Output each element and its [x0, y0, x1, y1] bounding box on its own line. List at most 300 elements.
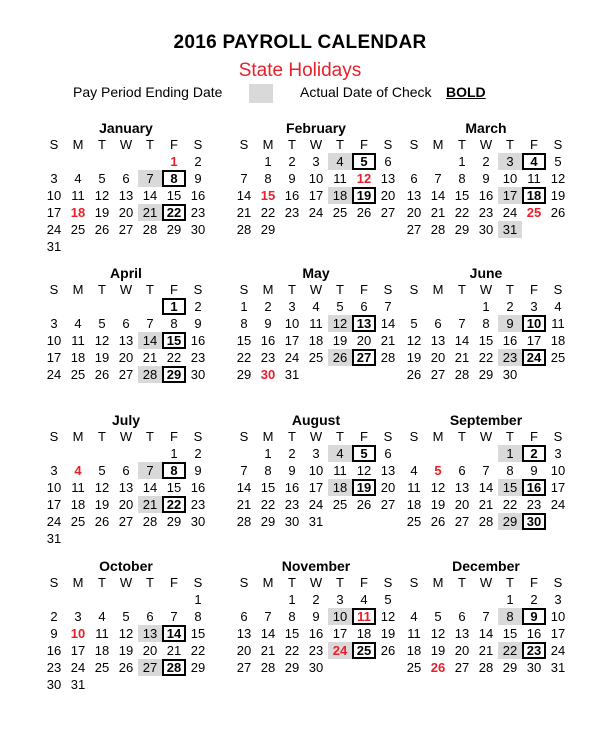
day-cell: 31 [308, 514, 324, 529]
day-cell: 28 [142, 514, 158, 529]
day-cell: 8 [506, 463, 514, 478]
day-cell: 30 [284, 514, 300, 529]
day-cell: 3 [74, 609, 82, 624]
day-cell: 23 [190, 350, 206, 365]
day-cell: 7 [146, 316, 154, 331]
day-cell: 25 [308, 350, 324, 365]
day-cell: 24 [502, 205, 518, 220]
day-cell: 11 [527, 171, 541, 186]
day-cell: 5 [98, 171, 106, 186]
day-cell: 6 [384, 446, 392, 461]
day-cell: 10 [284, 316, 300, 331]
day-cell: 5 [98, 316, 106, 331]
check-date-day: 8 [162, 170, 186, 187]
pay-period-end-day: 4 [328, 445, 352, 462]
weekday-header: T [458, 282, 466, 297]
day-cell: 17 [550, 480, 566, 495]
check-date-day: 9 [522, 608, 546, 625]
day-cell: 4 [74, 171, 82, 186]
day-cell: 18 [70, 497, 86, 512]
day-cell: 1 [264, 154, 272, 169]
day-cell: 9 [288, 171, 296, 186]
weekday-header: M [432, 575, 444, 590]
weekday-header: M [262, 282, 274, 297]
weekday-header: T [288, 575, 296, 590]
day-cell: 19 [430, 643, 446, 658]
pay-period-end-day: 4 [328, 153, 352, 170]
weekday-header: S [193, 282, 203, 297]
day-cell: 3 [554, 446, 562, 461]
day-cell: 18 [70, 350, 86, 365]
day-cell: 4 [98, 609, 106, 624]
check-date-day: 23 [522, 642, 546, 659]
day-cell: 12 [94, 333, 110, 348]
day-cell: 29 [260, 514, 276, 529]
day-cell: 31 [70, 677, 86, 692]
day-cell: 10 [308, 463, 324, 478]
day-cell: 29 [284, 660, 300, 675]
day-cell: 9 [312, 609, 320, 624]
day-cell: 28 [478, 660, 494, 675]
day-cell: 30 [502, 367, 518, 382]
day-cell: 7 [458, 316, 466, 331]
day-cell: 20 [454, 497, 470, 512]
weekday-header: S [193, 575, 203, 590]
day-cell: 17 [526, 333, 542, 348]
pay-period-swatch [249, 84, 273, 103]
weekday-header: T [506, 575, 514, 590]
day-cell: 18 [406, 497, 422, 512]
weekday-header: T [458, 137, 466, 152]
month-name: September [449, 412, 523, 428]
day-cell: 24 [284, 350, 300, 365]
day-cell: 20 [118, 205, 134, 220]
day-cell: 22 [454, 205, 470, 220]
day-cell: 3 [312, 446, 320, 461]
day-cell: 30 [46, 677, 62, 692]
day-cell: 18 [406, 643, 422, 658]
pay-period-end-day: 13 [138, 625, 162, 642]
day-cell: 23 [526, 497, 542, 512]
day-cell: 23 [284, 205, 300, 220]
day-cell: 24 [550, 643, 566, 658]
check-date-day: 24 [522, 349, 546, 366]
page-title: 2016 PAYROLL CALENDAR [173, 32, 427, 53]
day-cell: 23 [46, 660, 62, 675]
pay-period-end-day: 18 [328, 479, 352, 496]
day-cell: 16 [260, 333, 276, 348]
weekday-header: S [239, 575, 249, 590]
weekday-header: T [98, 429, 106, 444]
month-name: February [286, 120, 346, 136]
day-cell: 30 [190, 222, 206, 237]
holiday-day: 25 [526, 205, 542, 220]
day-cell: 29 [190, 660, 206, 675]
pay-period-end-day: 12 [328, 315, 352, 332]
day-cell: 6 [434, 316, 442, 331]
day-cell: 29 [260, 222, 276, 237]
weekday-header: W [119, 282, 133, 297]
check-date-day: 5 [352, 445, 376, 462]
day-cell: 25 [332, 497, 348, 512]
day-cell: 21 [380, 333, 396, 348]
day-cell: 7 [170, 609, 178, 624]
day-cell: 14 [260, 626, 276, 641]
day-cell: 13 [236, 626, 252, 641]
check-date-day: 13 [352, 315, 376, 332]
weekday-header: M [432, 429, 444, 444]
day-cell: 25 [550, 350, 566, 365]
day-cell: 18 [94, 643, 110, 658]
day-cell: 20 [406, 205, 422, 220]
day-cell: 5 [410, 316, 418, 331]
month-april [42, 265, 210, 382]
day-cell: 30 [308, 660, 324, 675]
day-cell: 9 [264, 316, 272, 331]
day-cell: 17 [46, 350, 62, 365]
day-cell: 11 [407, 626, 421, 641]
day-cell: 21 [478, 643, 494, 658]
pay-period-label: Pay Period Ending Date [73, 84, 223, 100]
check-date-day: 15 [162, 332, 186, 349]
day-cell: 16 [46, 643, 62, 658]
day-cell: 26 [380, 643, 396, 658]
day-cell: 19 [94, 497, 110, 512]
holiday-day: 18 [70, 205, 86, 220]
day-cell: 25 [70, 367, 86, 382]
day-cell: 26 [430, 514, 446, 529]
weekday-header: F [170, 429, 178, 444]
check-date-day: 30 [522, 513, 546, 530]
pay-period-end-day: 21 [138, 496, 162, 513]
weekday-header: T [506, 282, 514, 297]
day-cell: 27 [118, 514, 134, 529]
day-cell: 17 [70, 643, 86, 658]
weekday-header: T [506, 137, 514, 152]
day-cell: 9 [530, 463, 538, 478]
day-cell: 3 [530, 299, 538, 314]
day-cell: 15 [478, 333, 494, 348]
day-cell: 2 [194, 446, 202, 461]
day-cell: 30 [190, 514, 206, 529]
day-cell: 24 [308, 497, 324, 512]
weekday-header: S [239, 137, 249, 152]
pay-period-end-day: 27 [138, 659, 162, 676]
weekday-header: W [479, 282, 493, 297]
pay-period-end-day: 8 [498, 608, 522, 625]
day-cell: 19 [118, 643, 134, 658]
weekday-header: W [479, 575, 493, 590]
day-cell: 17 [284, 333, 300, 348]
day-cell: 6 [360, 299, 368, 314]
weekday-header: F [530, 137, 538, 152]
day-cell: 17 [308, 188, 324, 203]
day-cell: 24 [70, 660, 86, 675]
pay-period-end-day: 7 [138, 462, 162, 479]
day-cell: 26 [356, 497, 372, 512]
day-cell: 27 [406, 222, 422, 237]
pay-period-end-day: 17 [498, 187, 522, 204]
day-cell: 3 [312, 154, 320, 169]
check-date-day: 22 [162, 496, 186, 513]
check-date-day: 27 [352, 349, 376, 366]
day-cell: 7 [384, 299, 392, 314]
day-cell: 1 [194, 592, 202, 607]
weekday-header: M [262, 575, 274, 590]
day-cell: 5 [98, 463, 106, 478]
day-cell: 11 [71, 188, 85, 203]
day-cell: 26 [94, 222, 110, 237]
day-cell: 7 [264, 609, 272, 624]
day-cell: 2 [288, 446, 296, 461]
pay-period-end-day: 9 [498, 315, 522, 332]
pay-period-end-day: 10 [328, 608, 352, 625]
day-cell: 31 [46, 239, 62, 254]
pay-period-end-day: 15 [498, 479, 522, 496]
day-cell: 26 [118, 660, 134, 675]
weekday-header: T [288, 282, 296, 297]
day-cell: 10 [308, 171, 324, 186]
day-cell: 19 [430, 497, 446, 512]
weekday-header: W [309, 137, 323, 152]
check-date-day: 18 [522, 187, 546, 204]
day-cell: 6 [240, 609, 248, 624]
weekday-header: S [553, 282, 563, 297]
day-cell: 27 [430, 367, 446, 382]
month-december [402, 558, 570, 675]
weekday-header: T [506, 429, 514, 444]
day-cell: 12 [380, 609, 396, 624]
day-cell: 13 [118, 480, 134, 495]
day-cell: 6 [146, 609, 154, 624]
check-date-day: 5 [352, 153, 376, 170]
check-date-label: Actual Date of Check [300, 84, 432, 100]
weekday-header: W [309, 282, 323, 297]
weekday-header: S [383, 429, 393, 444]
day-cell: 17 [332, 626, 348, 641]
day-cell: 31 [550, 660, 566, 675]
day-cell: 6 [384, 154, 392, 169]
day-cell: 3 [50, 316, 58, 331]
day-cell: 14 [478, 626, 494, 641]
day-cell: 5 [122, 609, 130, 624]
day-cell: 13 [118, 188, 134, 203]
month-october [42, 558, 210, 692]
day-cell: 26 [406, 367, 422, 382]
day-cell: 13 [380, 463, 396, 478]
day-cell: 1 [170, 446, 178, 461]
day-cell: 14 [142, 188, 158, 203]
day-cell: 3 [50, 171, 58, 186]
day-cell: 3 [288, 299, 296, 314]
check-date-day: 16 [522, 479, 546, 496]
weekday-header: S [409, 282, 419, 297]
holiday-day: 4 [74, 463, 82, 478]
day-cell: 4 [410, 463, 418, 478]
day-cell: 2 [194, 299, 202, 314]
weekday-header: S [553, 137, 563, 152]
day-cell: 12 [430, 480, 446, 495]
weekday-header: T [146, 137, 154, 152]
day-cell: 13 [406, 188, 422, 203]
day-cell: 1 [288, 592, 296, 607]
day-cell: 24 [46, 514, 62, 529]
pay-period-end-day: 1 [498, 445, 522, 462]
weekday-header: S [49, 575, 59, 590]
day-cell: 17 [46, 205, 62, 220]
day-cell: 11 [333, 171, 347, 186]
weekday-header: S [193, 137, 203, 152]
day-cell: 17 [46, 497, 62, 512]
month-name: April [110, 265, 142, 281]
holiday-day: 30 [260, 367, 276, 382]
day-cell: 20 [118, 497, 134, 512]
holiday-day: 12 [356, 171, 372, 186]
day-cell: 11 [407, 480, 421, 495]
day-cell: 25 [70, 514, 86, 529]
weekday-header: S [383, 137, 393, 152]
check-date-day: 14 [162, 625, 186, 642]
pay-period-end-day: 31 [498, 221, 522, 238]
day-cell: 6 [122, 463, 130, 478]
weekday-header: T [458, 429, 466, 444]
month-january [42, 120, 210, 254]
day-cell: 4 [312, 299, 320, 314]
weekday-header: S [553, 429, 563, 444]
day-cell: 16 [502, 333, 518, 348]
day-cell: 10 [46, 333, 62, 348]
day-cell: 10 [550, 609, 566, 624]
weekday-header: W [119, 429, 133, 444]
day-cell: 20 [380, 480, 396, 495]
day-cell: 9 [50, 626, 58, 641]
weekday-header: T [98, 282, 106, 297]
day-cell: 24 [308, 205, 324, 220]
day-cell: 19 [332, 333, 348, 348]
day-cell: 7 [240, 171, 248, 186]
day-cell: 30 [526, 660, 542, 675]
holiday-day: 5 [434, 463, 442, 478]
day-cell: 28 [430, 222, 446, 237]
weekday-header: W [119, 575, 133, 590]
weekday-header: S [409, 575, 419, 590]
day-cell: 24 [550, 497, 566, 512]
holiday-day: 26 [430, 660, 446, 675]
weekday-header: S [409, 429, 419, 444]
holiday-day: 10 [70, 626, 86, 641]
weekday-header: W [309, 429, 323, 444]
check-date-day: 19 [352, 187, 376, 204]
day-cell: 15 [190, 626, 206, 641]
day-cell: 20 [118, 350, 134, 365]
pay-period-end-day: 28 [138, 366, 162, 383]
day-cell: 29 [454, 222, 470, 237]
month-august [232, 412, 400, 529]
day-cell: 6 [410, 171, 418, 186]
day-cell: 16 [190, 480, 206, 495]
day-cell: 17 [308, 480, 324, 495]
day-cell: 2 [50, 609, 58, 624]
weekday-header: S [193, 429, 203, 444]
day-cell: 27 [454, 514, 470, 529]
day-cell: 22 [502, 497, 518, 512]
check-date-day: 1 [162, 298, 186, 315]
day-cell: 11 [309, 316, 323, 331]
month-name: October [99, 558, 153, 574]
day-cell: 14 [236, 480, 252, 495]
day-cell: 3 [50, 463, 58, 478]
day-cell: 29 [236, 367, 252, 382]
day-cell: 2 [482, 154, 490, 169]
weekday-header: W [309, 575, 323, 590]
day-cell: 24 [46, 367, 62, 382]
day-cell: 21 [236, 497, 252, 512]
day-cell: 21 [454, 350, 470, 365]
day-cell: 22 [166, 350, 182, 365]
day-cell: 7 [482, 609, 490, 624]
weekday-header: S [49, 282, 59, 297]
pay-period-end-day: 29 [498, 513, 522, 530]
day-cell: 22 [260, 205, 276, 220]
day-cell: 23 [260, 350, 276, 365]
month-name: May [302, 265, 330, 281]
weekday-header: S [383, 282, 393, 297]
day-cell: 19 [94, 205, 110, 220]
day-cell: 31 [46, 531, 62, 546]
day-cell: 27 [380, 497, 396, 512]
day-cell: 25 [406, 514, 422, 529]
day-cell: 9 [194, 463, 202, 478]
day-cell: 13 [430, 333, 446, 348]
day-cell: 23 [190, 497, 206, 512]
bold-label: BOLD [446, 84, 486, 100]
weekday-header: S [409, 137, 419, 152]
day-cell: 13 [380, 171, 396, 186]
day-cell: 10 [46, 480, 62, 495]
weekday-header: F [530, 429, 538, 444]
day-cell: 12 [430, 626, 446, 641]
day-cell: 20 [236, 643, 252, 658]
month-february [232, 120, 400, 237]
day-cell: 12 [118, 626, 134, 641]
day-cell: 16 [190, 333, 206, 348]
subtitle: State Holidays [238, 60, 362, 81]
weekday-header: S [383, 575, 393, 590]
weekday-header: M [432, 137, 444, 152]
month-name: June [469, 265, 503, 281]
day-cell: 8 [240, 316, 248, 331]
day-cell: 13 [454, 480, 470, 495]
day-cell: 21 [236, 205, 252, 220]
day-cell: 6 [458, 463, 466, 478]
month-may [232, 265, 400, 382]
day-cell: 16 [284, 480, 300, 495]
day-cell: 23 [190, 205, 206, 220]
pay-period-end-day: 14 [138, 332, 162, 349]
check-date-day: 2 [522, 445, 546, 462]
day-cell: 14 [142, 480, 158, 495]
month-name: December [452, 558, 520, 574]
day-cell: 6 [122, 171, 130, 186]
weekday-header: T [146, 429, 154, 444]
day-cell: 8 [264, 171, 272, 186]
day-cell: 18 [356, 626, 372, 641]
weekday-header: T [288, 137, 296, 152]
day-cell: 11 [551, 316, 565, 331]
weekday-header: F [360, 282, 368, 297]
check-date-day: 28 [162, 659, 186, 676]
day-cell: 15 [454, 188, 470, 203]
